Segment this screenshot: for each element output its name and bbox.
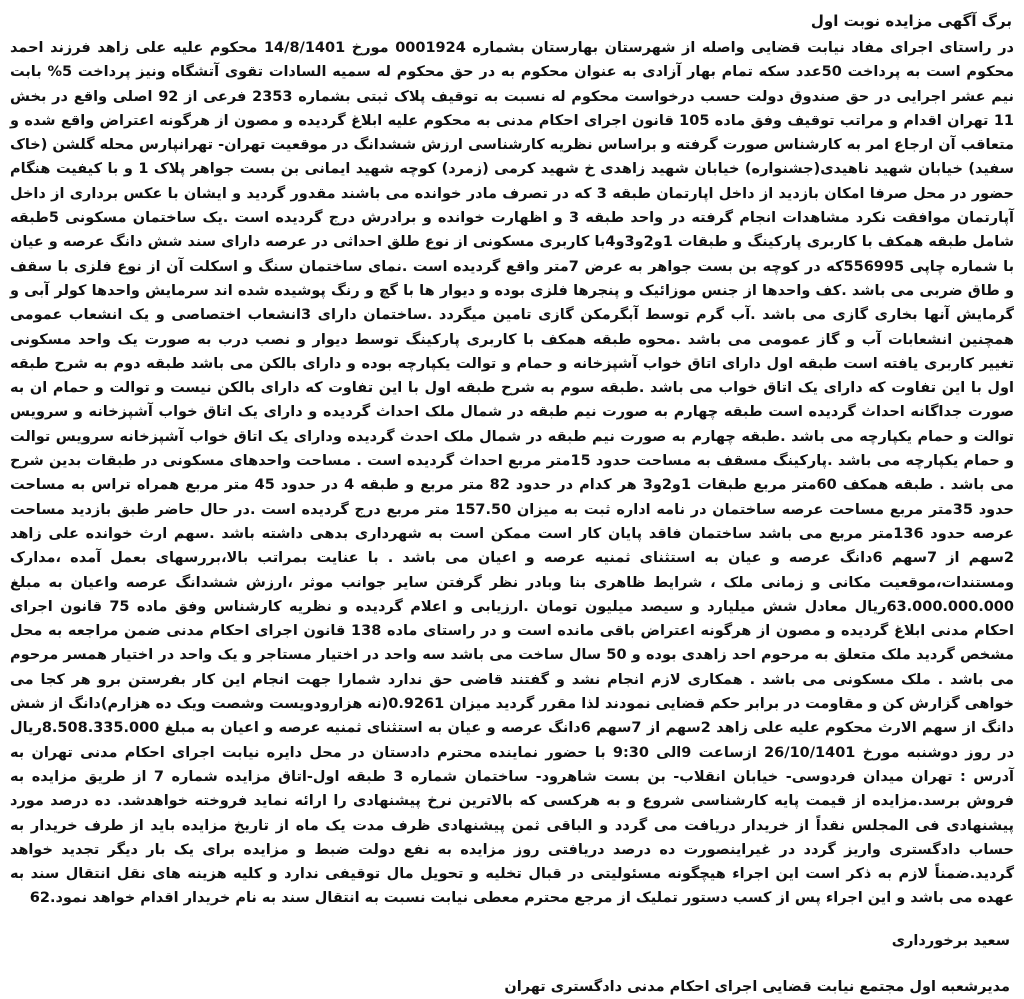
signatory-position: مدیرشعبه اول مجتمع نیابت قضایی اجرای احکام مدنی دادگستری تهران bbox=[504, 978, 1010, 995]
notice-body: در راستای اجرای مفاد نیابت قضایی واصله از شهرستان بهارستان بشماره 0001924 مورخ 14/8/1401 محکوم علیه علی زاهد فرزند احمد محکوم است به پرداخت 50عدد سکه تمام بهار آزادی به عنوان محکوم به در حق محکوم له سمیه السادات تقوی آتشگاه ونیز پرداخت 5% بابت نیم عشر اجرایی در حق صندوق دولت حسب درخواست محکوم له نسبت به توقیف پلاک ثبتی بشماره 2353 فرعی از 92 اصلی واقع در بخش 11 تهران اقدام و مراتب توقیف وفق ماده 105 قانون اجرای احکام مدنی به محکوم علیه ابلاغ گردیده و مصون از هرگونه اعتراض واقع شده و متعاقب آن ارجاع امر به کارشناس صورت گرفته و براساس نظریه کارشناسی ارزش ششدانگ در موقعیت تهران- تهرانپارس محله گلشن (خاک سفید) خیابان شهید ناهیدی(جشنواره) خیابان شهید زاهدی خ شهید کرمی (زمرد) کوچه شهید ایمانی بن بست جواهر پلاک 1 و با کیفیت هنگام حضور در محل صرفا امکان بازدید از داخل اپارتمان طبقه 3 که در تصرف مادر خوانده می باشند مقدور گردید و ایشان با عکس برداری از داخل آپارتمان موافقت نکرد مشاهدات انجام گرفته در واحد طبقه 3 و اظهارت خوانده و برادرش درج گردیده است .یک ساختمان مسکونی 5طبقه شامل طبقه همکف با کاربری پارکینگ و طبقات 1و2و3و4با کاربری مسکونی از نوع طلق احداثی در عرصه دارای سند شش دانگ عرصه و عیان با شماره چاپی 556995که در کوچه بن بست جواهر به عرض 7متر واقع گردیده است .نمای ساختمان سنگ و اسکلت آن از نوع فلزی با سقف و طاق ضربی می باشد .کف واحدها از جنس موزائیک و پنجرها فلزی بوده و دیوار ها با گچ و رنگ پوشیده شده اند سرمایش واحدها کولر آبی و گرمایش آنها بخاری گازی می باشد .آب گرم توسط آبگرمکن گازی تامین میگردد .ساختمان دارای 3انشعاب اختصاصی و یک انشعاب عمومی همچنین انشعابات آب و گاز عمومی می باشد .محوه طبقه همکف با کاربری پارکینگ توسط دیوار و نصب درب به صورت یک واحد مسکونی تغییر کاربری یافته است طبقه اول دارای اتاق خواب آشپزخانه و حمام و توالت یکپارچه بوده و دارای بالکن می باشد طبقه دوم به شرح طبقه اول با این تفاوت که دارای یک اتاق خواب می باشد .طبقه سوم به شرح طبقه اول با این تفاوت که دارای بالکن نیست و توالت و حمام ان به صورت جداگانه احداث گردیده است طبقه چهارم به صورت نیم طبقه در شمال ملک احداث گردیده و دارای یک اتاق خواب آشپزخانه و سرویس توالت و حمام یکپارچه می باشد .طبقه چهارم به صورت نیم طبقه در شمال ملک احدث گردیده ودارای یک اتاق خواب آشپزخانه سرویس توالت و حمام یکپارچه می باشد .پارکینگ مسقف به مساحت حدود 15متر مربع احداث گردیده است . مساحت واحدهای مسکونی در طبقات بدین شرح می باشد . طبقه همکف 60متر مربع طبقات 1و2و3 هر کدام در حدود 82 متر مربع و طبقه 4 در حدود 45 متر مربع همراه تراس به مساحت حدود 35متر مربع مساحت عرصه ساختمان در نامه اداره ثبت به میزان 157.50 متر مربع درج گردیده است .در حال حاضر طبق بازدید مساحت عرصه حدود 136متر مربع می باشد ساختمان فاقد پایان کار است ممکن است به شهرداری بدهی داشته باشد .سهم ارث خوانده علی زاهد 2سهم از 7سهم 6دانگ عرصه و عیان به استثنای ثمنیه عرصه و اعیان می باشد . با عنایت بمراتب بالا،بررسهای بعمل آمده ،مدارک ومستندات،موقعیت مکانی و زمانی ملک ، شرایط ظاهری بنا وبادر نظر گرفتن سایر جوانب موثر ،ارزش ششدانگ عرصه واعیان به مبلغ 63.000.000.000ریال معادل شش میلیارد و سیصد میلیون تومان .ارزیابی و اعلام گردیده و نظریه کارشناس وفق ماده 75 قانون اجرای احکام مدنی ابلاغ گردیده و مصون از هرگونه اعتراض باقی مانده است و در راستای ماده 138 قانون اجرای احکام مدنی ضمن مراجعه به محل مشخص گردید ملک متعلق به مرحوم احد زاهدی بوده و 50 سال ساخت می باشد سه واحد در اختیار مستاجر و یک واحد در اختیار همسر مرحوم می باشد . ملک مسکونی می باشد . همکاری لازم انجام نشد و گفتند قاضی حق ندارد شمارا جهت انجام این کار بفرستن برو هر کجا می خواهی گزارش کن و مقاومت در برابر حکم قضایی نمودند لذا مقرر گردید میزان 0.9261(نه هزارودویست وشصت ویک ده هزارم)دانگ از شش دانگ از سهم الارث محکوم علیه علی زاهد 2سهم از 7سهم 6دانگ عرصه و عیان به استثنای ثمنیه عرصه و اعیان به مبلغ 8.508.335.000ریال در روز دوشنبه مورخ 26/10/1401 ازساعت 9الی 9:30 با حضور نماینده محترم دادستان در محل دایره نیابت اجرای احکام مدنی تهران به آدرس : تهران میدان فردوسی- خیابان انقلاب- بن بست شاهرود- ساختمان شماره 3 طبقه اول-اتاق مزایده شماره 7 از طریق مزایده به فروش برسد.مزایده از قیمت پایه کارشناسی شروع و به هرکسی که بالاترین نرخ پیشنهادی را ارائه نماید فروخته خواهدشد. ده درصد مورد پیشنهادی فی المجلس نقداً از خریدار دریافت می گردد و الباقی ثمن پیشنهادی ظرف مدت یک ماه از تاریخ مزایده باید از طرف خریدار به حساب دادگستری واریز گردد در غیراینصورت ده درصد دریافتی روز مزایده به نفع دولت ضبط و مزایده برای یک بار دیگر تجدید خواهد گردید.ضمناً لازم به ذکر است این اجراء هیچگونه مسئولیتی در قبال تخلیه و تحویل مال توقیفی ندارد و کلیه هزینه های نقل انتقال سند به عهده می باشد و این اجراء پس از کسب دستور تملیک از مرجع محترم معطی نیابت نسبت به انتقال سند به نام خریدار اقدام خواهد نمود.62 bbox=[10, 40, 1015, 907]
signature-block bbox=[8, 929, 1016, 999]
notice-title: برگ آگهی مزایده نوبت اول bbox=[810, 12, 1012, 30]
signatory-name: سعید برخورداری bbox=[891, 932, 1010, 949]
